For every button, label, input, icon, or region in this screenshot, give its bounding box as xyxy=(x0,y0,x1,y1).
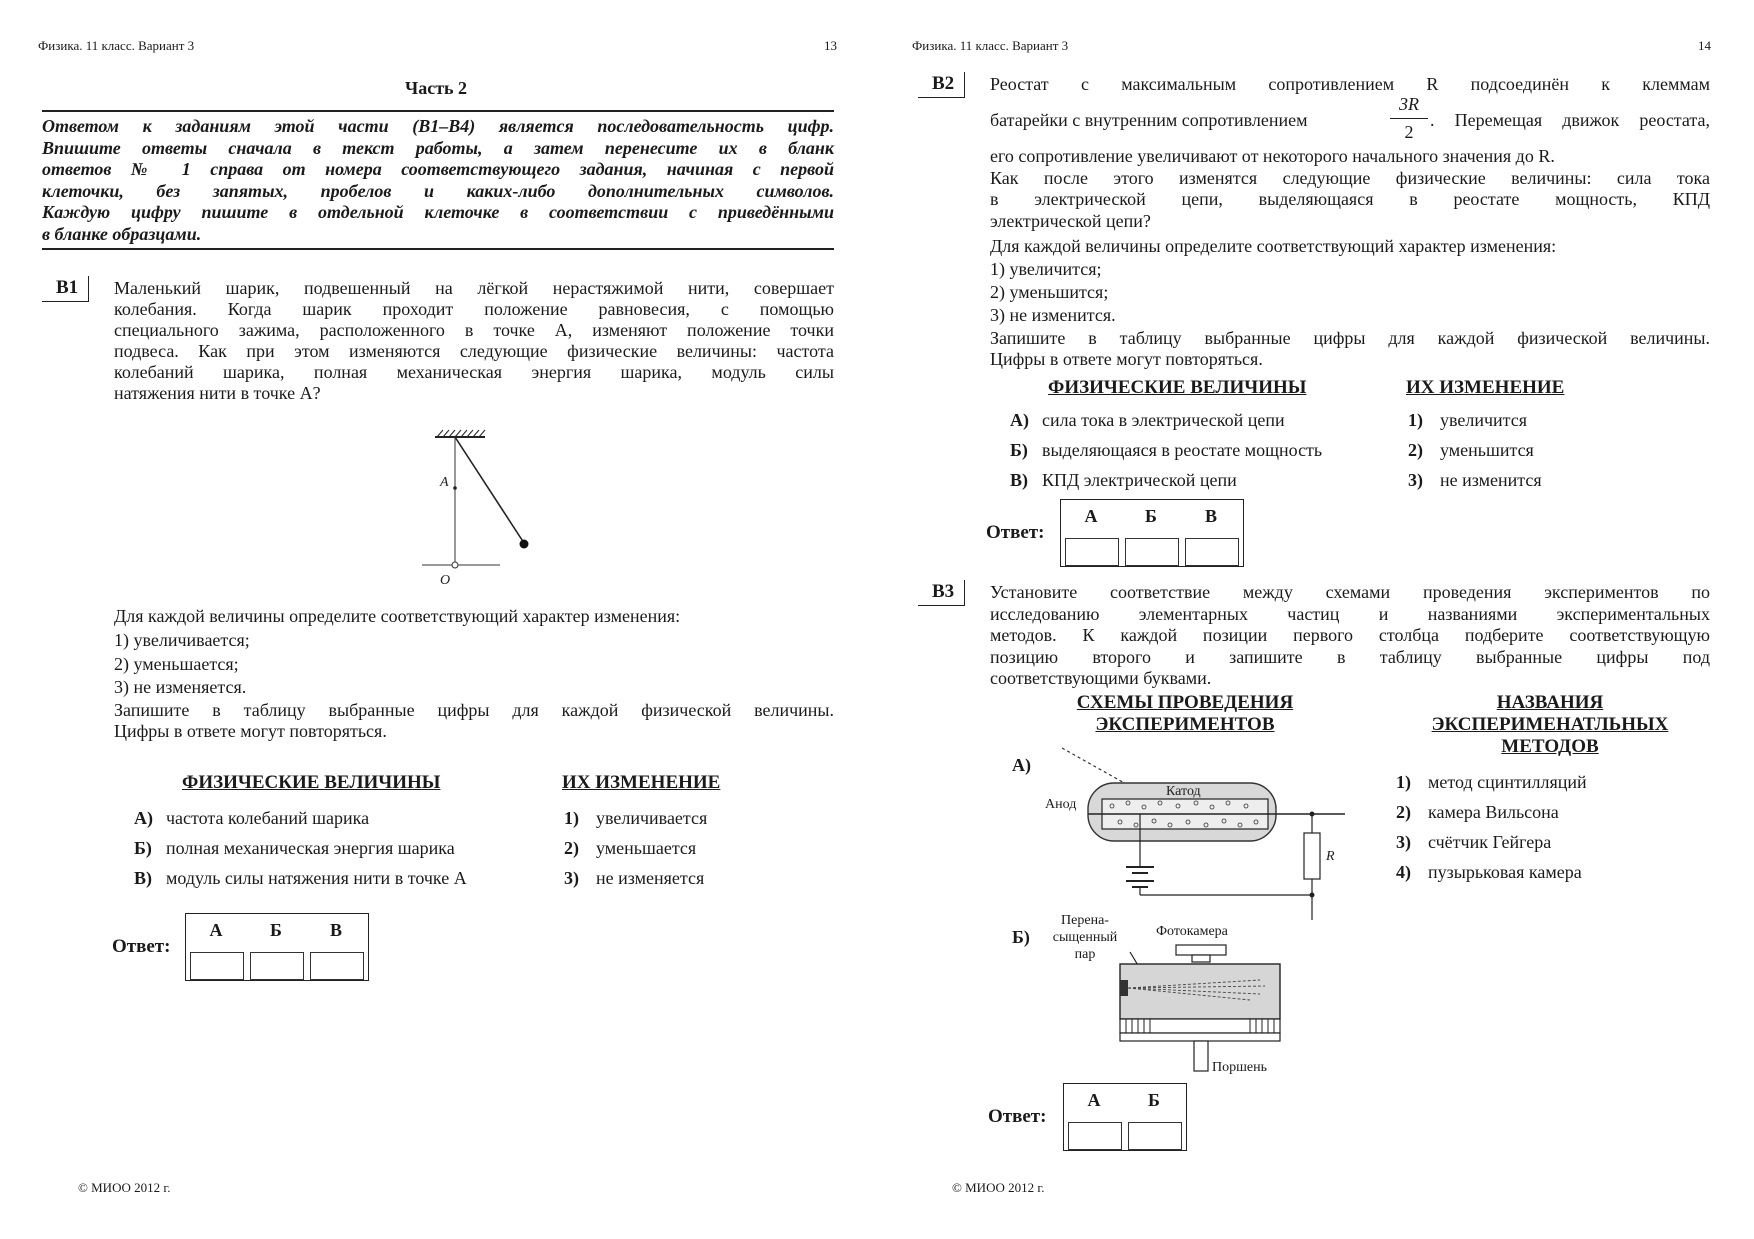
task-b1-option: 1) увеличивается; xyxy=(114,630,250,650)
task-b3-answer-label: Ответ: xyxy=(988,1106,1047,1127)
task-b3-text-line: исследованию элементарных частиц и названиями экспериментальных xyxy=(990,603,1710,624)
instructions-line: ответов № 1 справа от номера соответствующего задания, начиная с первой xyxy=(42,159,834,179)
answer-col-label: В xyxy=(1204,506,1217,526)
quantity-text: частота колебаний шарика xyxy=(166,808,370,828)
task-b2-col2-title: ИХ ИЗМЕНЕНИЕ xyxy=(1406,377,1565,398)
change-key: 3) xyxy=(564,868,579,888)
change-text: увеличивается xyxy=(596,808,708,828)
task-b1-quantity xyxy=(134,808,369,829)
footer-right: © МИОО 2012 г. xyxy=(952,1180,1045,1195)
instructions-line: Ответом к заданиям этой части (В1–В4) является последовательность цифр. xyxy=(42,116,834,136)
change-text: увеличится xyxy=(1440,410,1528,430)
task-b1-line: подвеса. Как при этом изменяются следующие физические величины: частота xyxy=(114,341,834,361)
task-b2-text-line: Как после этого изменятся следующие физические величины: сила тока xyxy=(990,167,1710,188)
instructions-line: в бланке образцами. xyxy=(42,223,202,244)
task-b3-col2-title xyxy=(1400,692,1700,758)
task-b2-text-line: его сопротивление увеличивают от некоторого начального значения до R. xyxy=(990,146,1555,166)
vapor-label-line: сыщенный xyxy=(1052,930,1118,945)
task-b2-quantity xyxy=(1010,440,1322,461)
task-b2-line2-after: . Перемещая движок реостата, xyxy=(1430,110,1710,130)
change-text: не изменится xyxy=(1440,470,1542,490)
change-text: не изменяется xyxy=(596,868,705,888)
task-b2-frac-bar xyxy=(1390,118,1428,119)
task-b3-method xyxy=(1396,832,1551,853)
answer-col-label: А xyxy=(1087,1090,1101,1110)
quantity-text: модуль силы натяжения нити в точке A xyxy=(166,868,467,888)
cathode-label: Катод xyxy=(1166,784,1201,799)
task-b1-line: колебаний шарика, полная механическая энергия шарика, модуль силы xyxy=(114,362,834,382)
answer-col-label: В xyxy=(329,920,342,940)
quantity-key: Б) xyxy=(134,838,152,858)
task-b2-choose-text: Для каждой величины определите соответствующий характер изменения: xyxy=(990,236,1557,256)
task-b1-change xyxy=(564,868,704,889)
task-b3-method xyxy=(1396,772,1587,793)
answer-col-label: Б xyxy=(1145,506,1157,526)
task-b1-choose-text: Для каждой величины определите соответствующий характер изменения: xyxy=(114,606,681,626)
task-b1-text xyxy=(114,278,834,404)
task-b1-col1-title: ФИЗИЧЕСКИЕ ВЕЛИЧИНЫ xyxy=(182,772,441,793)
task-b3-text xyxy=(990,582,1710,690)
running-header-left: Физика. 11 класс. Вариант 3 xyxy=(38,38,195,53)
change-key: 3) xyxy=(1408,470,1423,490)
instructions-line: Каждую цифру пишите в отдельной клеточке в соответствии с приведёнными xyxy=(42,202,834,222)
task-b2-option: 1) увеличится; xyxy=(990,259,1102,279)
task-b2-text-line: в электрической цепи, выделяющаяся в реостате мощность, КПД xyxy=(990,189,1710,209)
quantity-key: В) xyxy=(1010,470,1028,490)
answer-cell-b[interactable] xyxy=(1128,1122,1182,1150)
change-key: 2) xyxy=(1408,440,1423,460)
col1-title-line: ЭКСПЕРИМЕНТОВ xyxy=(1095,714,1275,735)
quantity-text: полная механическая энергия шарика xyxy=(166,838,455,858)
col2-title-line: МЕТОДОВ xyxy=(1501,736,1599,757)
answer-cell-b[interactable] xyxy=(1125,538,1179,566)
method-key: 1) xyxy=(1396,772,1411,792)
quantity-text: сила тока в электрической цепи xyxy=(1042,410,1285,430)
pendulum-label-a: A xyxy=(440,475,449,490)
answer-col-label: А xyxy=(1084,506,1098,526)
task-b2-frac-num: 3R xyxy=(1399,94,1419,114)
task-b1-line: Маленький шарик, подвешенный на лёгкой нерастяжимой нити, совершает xyxy=(114,278,834,298)
footer-left: © МИОО 2012 г. xyxy=(78,1180,171,1195)
quantity-key: А) xyxy=(1010,410,1029,430)
task-b3-method xyxy=(1396,802,1559,823)
task-b3-tag: В3 xyxy=(918,580,965,606)
method-text: счётчик Гейгера xyxy=(1428,832,1552,852)
task-b2-text xyxy=(990,146,1710,232)
pendulum-label-o: O xyxy=(440,573,451,588)
answer-col-label: А xyxy=(209,920,223,940)
answer-cell-a[interactable] xyxy=(190,952,244,980)
answer-cell-a[interactable] xyxy=(1068,1122,1122,1150)
scheme-a-key: А) xyxy=(1012,755,1031,775)
task-b3-col1-title xyxy=(1040,692,1330,736)
task-b3-text-line: Установите соответствие между схемами проведения экспериментов по xyxy=(990,582,1710,602)
task-b3-text-line: соответствующими буквами. xyxy=(990,668,1212,688)
task-b3-method xyxy=(1396,862,1582,883)
task-b1-answer-table xyxy=(185,913,369,981)
task-b1-line: колебания. Когда шарик проходит положение равновесия, с помощью xyxy=(114,299,834,319)
method-key: 2) xyxy=(1396,802,1411,822)
task-b2-record-line: Запишите в таблицу выбранные цифры для каждой физической величины. xyxy=(990,328,1710,348)
task-b2-text-line: электрической цепи? xyxy=(990,210,1151,231)
task-b2-col1-title: ФИЗИЧЕСКИЕ ВЕЛИЧИНЫ xyxy=(1048,377,1307,398)
method-key: 4) xyxy=(1396,862,1411,882)
task-b2-change xyxy=(1408,470,1542,491)
scheme-a-figure xyxy=(1040,745,1360,920)
answer-col-label: Б xyxy=(270,920,282,940)
task-b2-quantity xyxy=(1010,470,1237,491)
col1-title-line: СХЕМЫ ПРОВЕДЕНИЯ xyxy=(1076,692,1294,713)
change-key: 2) xyxy=(564,838,579,858)
vapor-label-line: пар xyxy=(1074,947,1096,962)
task-b1-quantity xyxy=(134,868,467,889)
task-b1-option: 3) не изменяется. xyxy=(114,677,247,697)
task-b1-col2-title: ИХ ИЗМЕНЕНИЕ xyxy=(562,772,721,793)
task-b1-record-line: Цифры в ответе могут повторяться. xyxy=(114,721,387,741)
quantity-key: В) xyxy=(134,868,152,888)
change-text: уменьшится xyxy=(1440,440,1534,460)
change-key: 1) xyxy=(1408,410,1423,430)
col2-title-line: НАЗВАНИЯ xyxy=(1496,692,1604,713)
task-b2-line1: Реостат с максимальным сопротивлением R подсоединён к клеммам xyxy=(990,74,1710,94)
instructions-block xyxy=(42,116,834,245)
answer-cell-b[interactable] xyxy=(250,952,304,980)
task-b2-change xyxy=(1408,410,1527,431)
task-b2-option: 3) не изменится. xyxy=(990,305,1116,325)
task-b1-line: специального зажима, расположенного в точке A, изменяют положение точки xyxy=(114,320,834,340)
task-b2-answer-table xyxy=(1060,499,1244,567)
scheme-b-key: Б) xyxy=(1012,927,1030,947)
task-b1-record xyxy=(114,700,834,742)
task-b2-quantity xyxy=(1010,410,1285,431)
method-text: пузырьковая камера xyxy=(1428,862,1582,882)
pendulum-figure xyxy=(410,425,540,590)
instructions-bottom-rule xyxy=(42,248,834,250)
scheme-b-piston-label: Поршень xyxy=(1212,1060,1267,1075)
vapor-label-line: Перена- xyxy=(1061,913,1109,928)
quantity-key: А) xyxy=(134,808,153,828)
method-text: метод сцинтилляций xyxy=(1428,772,1587,792)
scheme-b-camera-label: Фотокамера xyxy=(1156,924,1228,939)
task-b3-text-line: позицию второго и запишите в таблицу выбранные цифры под xyxy=(990,646,1710,667)
instructions-line: Впишите ответы сначала в текст работы, а затем перенесите их в бланк xyxy=(42,137,834,158)
task-b2-option: 2) уменьшится; xyxy=(990,282,1109,302)
method-text: камера Вильсона xyxy=(1428,802,1559,822)
task-b2-line2-before: батарейки с внутренним сопротивлением xyxy=(990,110,1308,130)
quantity-text: КПД электрической цепи xyxy=(1042,470,1237,490)
quantity-key: Б) xyxy=(1010,440,1028,460)
change-text: уменьшается xyxy=(596,838,697,858)
instructions-line: клеточки, без запятых, пробелов и каких-либо дополнительных символов. xyxy=(42,180,834,201)
col2-title-line: ЭКСПЕРИМЕНАТЛЬНЫХ xyxy=(1431,714,1669,735)
instructions-top-rule xyxy=(42,110,834,112)
page-number-left: 13 xyxy=(824,38,837,53)
task-b2-tag: В2 xyxy=(918,72,965,98)
task-b2-record-line: Цифры в ответе могут повторяться. xyxy=(990,349,1263,369)
task-b1-record-line: Запишите в таблицу выбранные цифры для каждой физической величины. xyxy=(114,700,834,720)
answer-cell-v[interactable] xyxy=(310,952,364,980)
task-b1-change xyxy=(564,838,696,859)
task-b2-line2 xyxy=(990,96,1710,146)
task-b1-quantity xyxy=(134,838,455,859)
scheme-b-figure xyxy=(1100,940,1310,1075)
task-b2-record xyxy=(990,328,1710,370)
anode-label: Анод xyxy=(1045,797,1077,812)
task-b2-frac-den: 2 xyxy=(1404,122,1414,142)
change-key: 1) xyxy=(564,808,579,828)
quantity-text: выделяющаяся в реостате мощность xyxy=(1042,440,1323,460)
task-b2-answer-label: Ответ: xyxy=(986,522,1045,543)
task-b3-answer-table xyxy=(1063,1083,1187,1151)
task-b1-change xyxy=(564,808,707,829)
task-b1-answer-label: Ответ: xyxy=(112,936,171,957)
task-b3-text-line: методов. К каждой позиции первого столбца подберите соответствующую xyxy=(990,625,1710,645)
task-b1-line: натяжения нити в точке A? xyxy=(114,383,321,403)
task-b2-change xyxy=(1408,440,1534,461)
page-number-right: 14 xyxy=(1698,38,1711,53)
answer-col-label: Б xyxy=(1148,1090,1160,1110)
answer-cell-a[interactable] xyxy=(1065,538,1119,566)
method-key: 3) xyxy=(1396,832,1411,852)
task-b1-tag: В1 xyxy=(42,276,89,302)
resistor-label: R xyxy=(1326,849,1335,864)
answer-cell-v[interactable] xyxy=(1185,538,1239,566)
task-b1-option: 2) уменьшается; xyxy=(114,654,239,674)
running-header-right: Физика. 11 класс. Вариант 3 xyxy=(912,38,1069,53)
part-title: Часть 2 xyxy=(405,78,468,98)
